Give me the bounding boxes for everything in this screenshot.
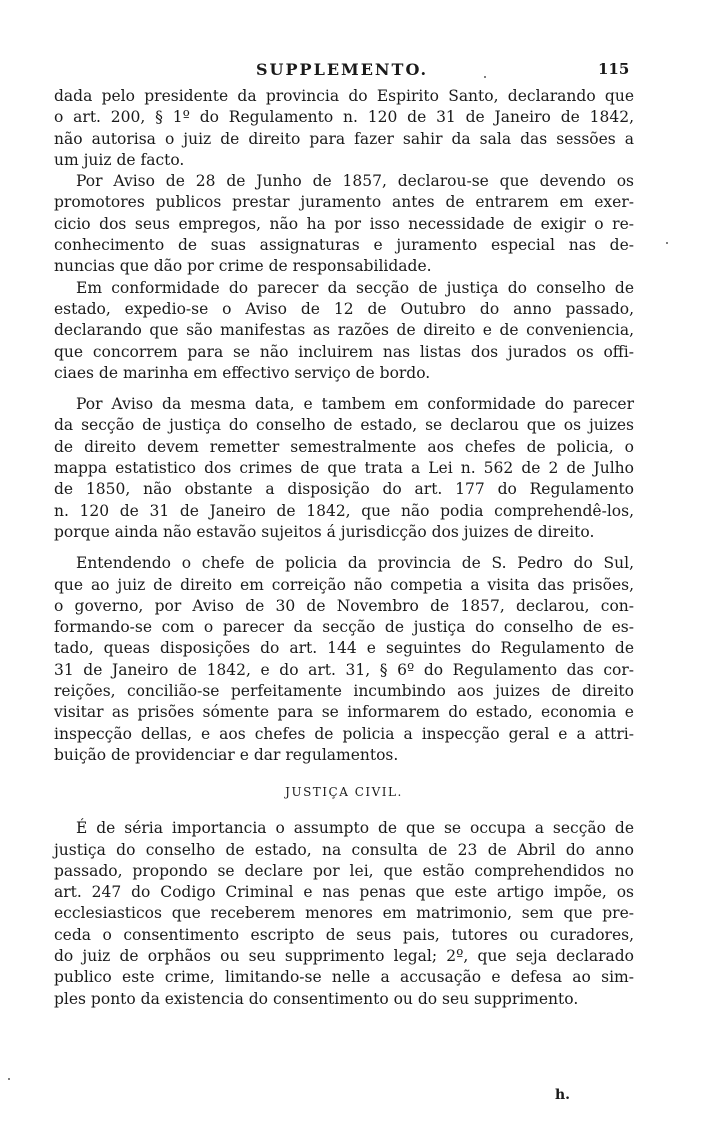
text-line: ciaes de marinha em effectivo serviço de bordo. [54,363,431,382]
text-line: reições, concilião-se perfeitamente incumbindo aos juizes de direito [54,682,634,701]
text-line: de direito devem remetter semestralmente aos chefes de policia, o [54,437,634,456]
catchword: h. [555,1087,571,1103]
text-line: 31 de Janeiro de 1842, e do art. 31, § 6º do Regulamento das cor- [54,660,634,679]
text-line: da secção de justiça do conselho de estado, se declarou que os juizes [54,416,634,435]
text-line: Por Aviso da mesma data, e tambem em conformidade do parecer [76,395,634,414]
body-text [54,86,634,1010]
text-line: visitar as prisões sómente para se informarem do estado, economia e [54,703,634,722]
text-line: Entendendo o chefe de policia da provincia de S. Pedro do Sul, [76,554,634,573]
text-line: ceda o consentimento escripto de seus pais, tutores ou curadores, [54,925,634,944]
text-line: justiça do conselho de estado, na consulta de 23 de Abril do anno [54,840,634,859]
text-line: não autorisa o juiz de direito para fazer sahir da sala das sessões a [54,129,634,148]
text-line: passado, propondo se declare por lei, que estão comprehendidos no [54,861,634,880]
text-line: porque ainda não estavão sujeitos á jurisdicção dos juizes de direito. [54,522,595,541]
text-line: do juiz de orphãos ou seu supprimento legal; 2º, que seja declarado [54,946,634,965]
text-line: Por Aviso de 28 de Junho de 1857, declarou-se que devendo os [76,172,634,191]
ink-speck [666,242,668,244]
text-line: art. 247 do Codigo Criminal e nas penas que este artigo impõe, os [54,883,634,902]
text-line: que concorrem para se não incluirem nas listas dos jurados os offi- [54,342,634,361]
text-line: Em conformidade do parecer da secção de justiça do conselho de [76,278,634,297]
text-line: que ao juiz de direito em correição não competia a visita das prisões, [54,575,634,594]
text-line: o art. 200, § 1º do Regulamento n. 120 de 31 de Janeiro de 1842, [54,108,634,127]
text-line: publico este crime, limitando-se nelle a accusação e defesa ao sim- [54,968,634,987]
text-line: declarando que são manifestas as razões de direito e de conveniencia, [54,321,634,340]
text-line: formando-se com o parecer da secção de justiça do conselho de es- [54,618,634,637]
text-line: ples ponto da existencia do consentimento ou do seu supprimento. [54,989,579,1008]
running-title: SUPPLEMENTO. [256,60,429,79]
text-line: buição de providenciar e dar regulamentos. [54,745,399,764]
text-line: ecclesiasticos que receberem menores em matrimonio, sem que pre- [54,904,634,923]
text-line: dada pelo presidente da provincia do Espirito Santo, declarando que [54,87,634,105]
text-line: inspecção dellas, e aos chefes de policia a inspecção geral e a attri- [54,724,634,743]
text-line: É de séria importancia o assumpto de que se occupa a secção de [76,819,634,838]
text-line: n. 120 de 31 de Janeiro de 1842, que não podia comprehendê-los, [54,501,634,520]
paragraph [54,171,634,277]
text-line: um juiz de facto. [54,150,185,169]
paragraph [54,553,634,766]
ink-speck [8,1078,10,1080]
text-line: de 1850, não obstante a disposição do art. 177 do Regulamento [54,480,634,499]
section-heading: JUSTIÇA CIVIL. [285,785,403,800]
paragraph [54,818,634,1010]
page-number: 115 [598,60,630,78]
text-line: o governo, por Aviso de 30 de Novembro de 1857, declarou, con- [54,596,634,615]
text-line: promotores publicos prestar juramento antes de entrarem em exer- [54,193,634,212]
ink-speck [484,76,486,78]
text-line: nuncias que dão por crime de responsabilidade. [54,257,432,276]
text-line: mappa estatistico dos crimes de que trata a Lei n. 562 de 2 de Julho [54,459,634,478]
page-header [0,60,704,86]
text-line: conhecimento de suas assignaturas e juramento especial nas de- [54,236,634,255]
text-line: tado, queas disposições do art. 144 e seguintes do Regulamento de [54,639,634,658]
text-line: estado, expedio-se o Aviso de 12 de Outubro do anno passado, [54,299,634,318]
paragraph [54,278,634,384]
paragraph [54,394,634,543]
text-line: cicio dos seus empregos, não ha por isso necessidade de exigir o re- [54,214,634,233]
paragraph [54,86,634,171]
